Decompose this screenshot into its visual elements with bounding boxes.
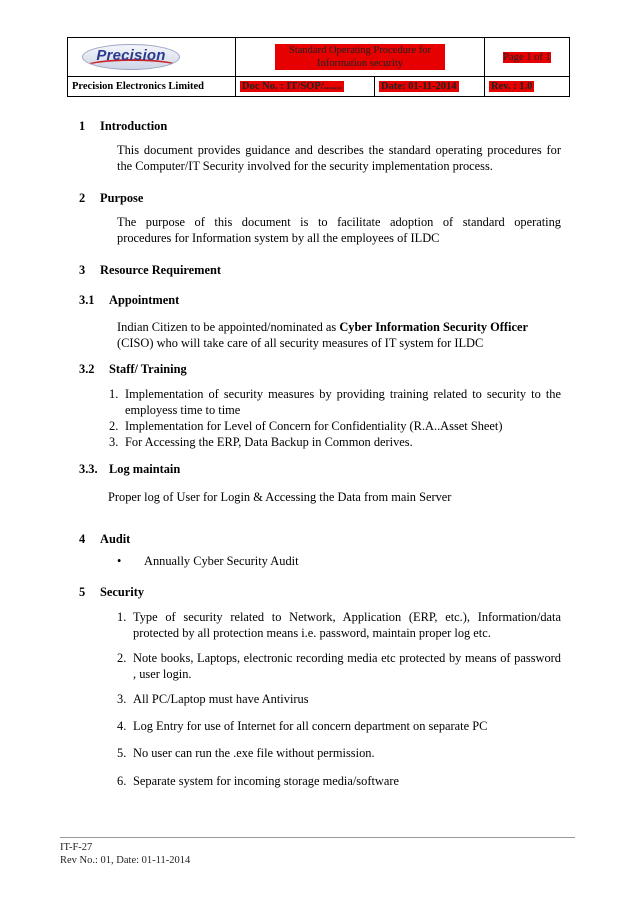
list-item-number: 3. [117,692,127,706]
footer-form-code: IT-F-27 [60,842,93,853]
logo-cell [68,38,236,77]
staff-training-list [109,386,561,450]
security-item-6 [117,773,561,789]
section-5-number: 5 [79,585,86,599]
security-item-1 [117,609,561,641]
section-3-1-number: 3.1 [79,293,95,307]
list-item-text: Separate system for incoming storage media/software [133,774,399,788]
section-3-2-number: 3.2 [79,362,95,376]
section-2-title: Purpose [100,191,144,205]
doc-revision: Rev. : 1.0 [491,81,533,92]
logo-text: Precision [96,47,166,64]
list-item [109,386,561,418]
section-3-3-title: Log maintain [109,462,181,476]
section-2-text-line2: procedures for Information system by all the employees of ILDC [117,231,440,245]
title-cell [236,38,485,77]
appointment-role: Cyber Information Security Officer [339,320,528,334]
list-item-number: 6. [117,774,127,788]
list-item-text: All PC/Laptop must have Antivirus [133,692,309,706]
list-item [109,418,561,434]
list-item-text: Implementation for Level of Concern for Confidentiality (R.A..Asset Sheet) [125,419,503,433]
list-item [109,434,561,450]
appointment-text-pre: Indian Citizen to be appointed/nominated as [117,320,337,334]
section-3-3-number: 3.3. [79,462,98,476]
list-item-number: 2. [117,651,127,665]
document-title: Standard Operating Procedure for Information security [275,44,445,70]
list-item-text: Log Entry for use of Internet for all concern department on separate PC [133,719,488,733]
section-1-title: Introduction [100,119,168,133]
doc-date: Date: 01-11-2014 [381,81,457,92]
company-logo [82,44,180,70]
page-cell [485,38,570,77]
section-3-2-title: Staff/ Training [109,362,187,376]
doc-number: Doc No. : IT/SOP/....... [242,81,343,92]
section-3-1-title: Appointment [109,293,180,307]
date-cell [375,77,485,97]
list-item-number: 4. [117,719,127,733]
footer-revision: Rev No.: 01, Date: 01-11-2014 [60,855,191,866]
audit-item: Annually Cyber Security Audit [144,554,299,568]
section-1-text: This document provides guidance and describes the standard operating procedures for the Computer/IT Security involved for the security implementation process. [117,143,561,173]
security-item-4 [117,718,561,734]
section-5-title: Security [100,585,145,599]
list-item-number: 1. [109,387,119,401]
list-item-text: Note books, Laptops, electronic recording media etc protected by means of password , user login. [133,651,561,681]
security-item-2 [117,650,561,682]
security-item-3 [117,691,561,707]
appointment-text-post: (CISO) who will take care of all security measures of IT system for ILDC [117,336,484,350]
list-item-number: 1. [117,610,127,624]
section-3-title: Resource Requirement [100,263,222,277]
section-4-title: Audit [100,532,131,546]
section-3-number: 3 [79,263,86,277]
footer-divider [60,837,575,838]
doc-no-cell [236,77,375,97]
list-item-text: Type of security related to Network, Application (ERP, etc.), Information/data protected by all protection means i.e. password, maintain proper log etc. [133,610,561,640]
section-1-number: 1 [79,119,86,133]
list-item-text: For Accessing the ERP, Data Backup in Common derives. [125,435,413,449]
list-item-text: No user can run the .exe file without permission. [133,746,375,760]
list-item-text: Implementation of security measures by providing training related to security to the employess time to time [125,387,561,417]
audit-bullet: • [117,554,122,568]
header-table [67,37,570,97]
page-number: Page 1 of 1 [503,51,551,63]
section-3-1-text [117,319,561,351]
section-2-number: 2 [79,191,86,205]
section-3-3-text: Proper log of User for Login & Accessing the Data from main Server [108,490,452,504]
rev-cell [485,77,570,97]
page-footer [60,841,190,867]
section-4-number: 4 [79,532,86,546]
section-2-text-line1: The purpose of this document is to facilitate adoption of standard operating [117,215,561,229]
list-item-number: 3. [109,435,119,449]
list-item-number: 5. [117,746,127,760]
company-name: Precision Electronics Limited [68,77,236,97]
security-item-5 [117,745,561,761]
list-item-number: 2. [109,419,119,433]
